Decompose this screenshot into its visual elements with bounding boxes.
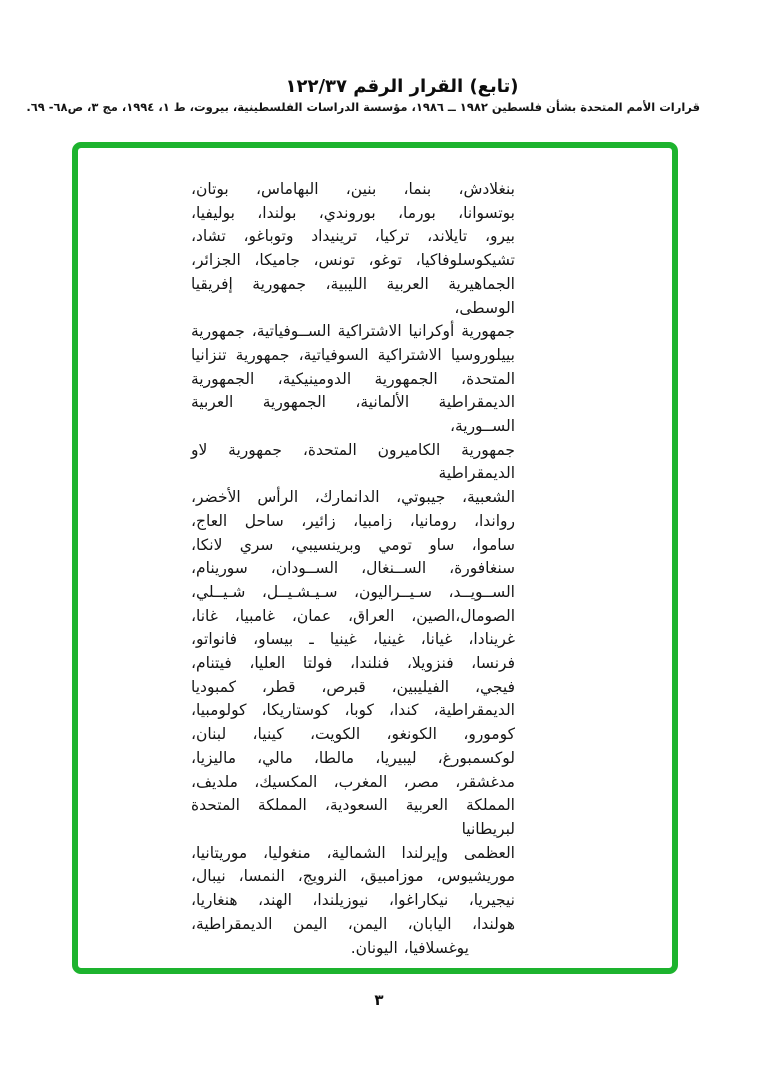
text-line: الشعبية، جيبوتي، الدانمارك، الرأس الأخضر،	[191, 488, 515, 507]
text-line: فرنسا، فنزويلا، فنلندا، فولتا العليا، فيتنام،	[191, 654, 515, 673]
resolution-title: (تابع) القرار الرقم ١٢٢/٣٧	[285, 76, 519, 97]
page-header	[26, 76, 700, 114]
green-annotation-box	[72, 142, 678, 974]
text-line: العظمى وإيرلندا الشمالية، منغوليا، موريتانيا،	[191, 843, 515, 862]
text-line: موريشيوس، موزامبيق، النرويج، النمسا، نيبال،	[191, 867, 515, 886]
text-line: بنغلادش، بنما، بنين، البهاماس، بوتان،	[191, 180, 515, 198]
text-line: فيجي، الفيليبين، قبرص، قطر، كمبوديا	[191, 677, 515, 696]
text-line: ساموا، ساو تومي وبرينسيبي، سري لانكا،	[191, 535, 515, 554]
text-line: بييلوروسيا الاشتراكية السوفياتية، جمهورية تنزانيا	[191, 345, 515, 364]
source-citation: قرارات الأمم المتحدة بشأن فلسطين ١٩٨٢ ــ ١٩٨٦، مؤسسة الدراسات الفلسطينية، بيروت، ط ١، ١٩٩٤، مج ٣، ص٦٨- ٦٩.	[26, 100, 700, 114]
text-line: بيرو، تايلاند، تركيا، ترينيداد وتوباغو، تشاد،	[191, 227, 515, 246]
page-number: ٣	[374, 991, 384, 1009]
text-line: لوكسمبورغ، ليبيريا، مالطا، مالي، ماليزيا،	[191, 748, 515, 767]
text-line: جمهورية الكاميرون المتحدة، جمهورية لاو الديمقراطية	[191, 440, 515, 483]
text-line: الديمقراطية الألمانية، الجمهورية العربية الســورية،	[191, 393, 515, 436]
text-line: جمهورية أوكرانيا الاشتراكية الســوفياتية، جمهورية	[191, 322, 515, 341]
text-line: الصومال،الصين، العراق، عمان، غامبيا، غانا،	[191, 606, 515, 625]
text-line: نيجيريا، نيكاراغوا، نيوزيلندا، الهند، هنغاريا،	[191, 891, 515, 910]
text-line: بوتسوانا، بورما، بوروندي، بولندا، بوليفيا،	[191, 203, 515, 222]
text-line: تشيكوسلوفاكيا، توغو، تونس، جاميكا، الجزائر،	[191, 251, 515, 270]
text-line: الســويــد، سـيــراليون، سـيـشـيــل، شـيــلي،	[191, 582, 515, 601]
countries-list-paragraph	[191, 178, 515, 960]
text-line: المتحدة، الجمهورية الدومينيكية، الجمهورية	[191, 369, 515, 388]
text-line: هولندا، اليابان، اليمن، اليمن الديمقراطية،	[191, 914, 515, 933]
text-line: الديمقراطية، كندا، كوبا، كوستاريكا، كولومبيا،	[191, 701, 515, 720]
text-line: غرينادا، غيانا، غينيا، غينيا ـ بيساو، فانواتو،	[191, 630, 515, 649]
text-line: كومورو، الكونغو، الكويت، كينيا، لبنان،	[191, 725, 515, 744]
text-line: المملكة العربية السعودية، المملكة المتحدة لبريطانيا	[191, 796, 515, 838]
text-line: مدغشقر، مصر، المغرب، المكسيك، ملديف،	[191, 772, 515, 791]
text-line: سنغافورة، الســنغال، الســودان، سورينام،	[191, 559, 515, 578]
text-line: رواندا، رومانيا، زامبيا، زائير، ساحل العاج،	[191, 511, 515, 530]
text-line: يوغسلافيا، اليونان.	[350, 938, 469, 957]
text-line: الجماهيرية العربية الليبية، جمهورية إفريقيا الوسطى،	[191, 274, 515, 317]
